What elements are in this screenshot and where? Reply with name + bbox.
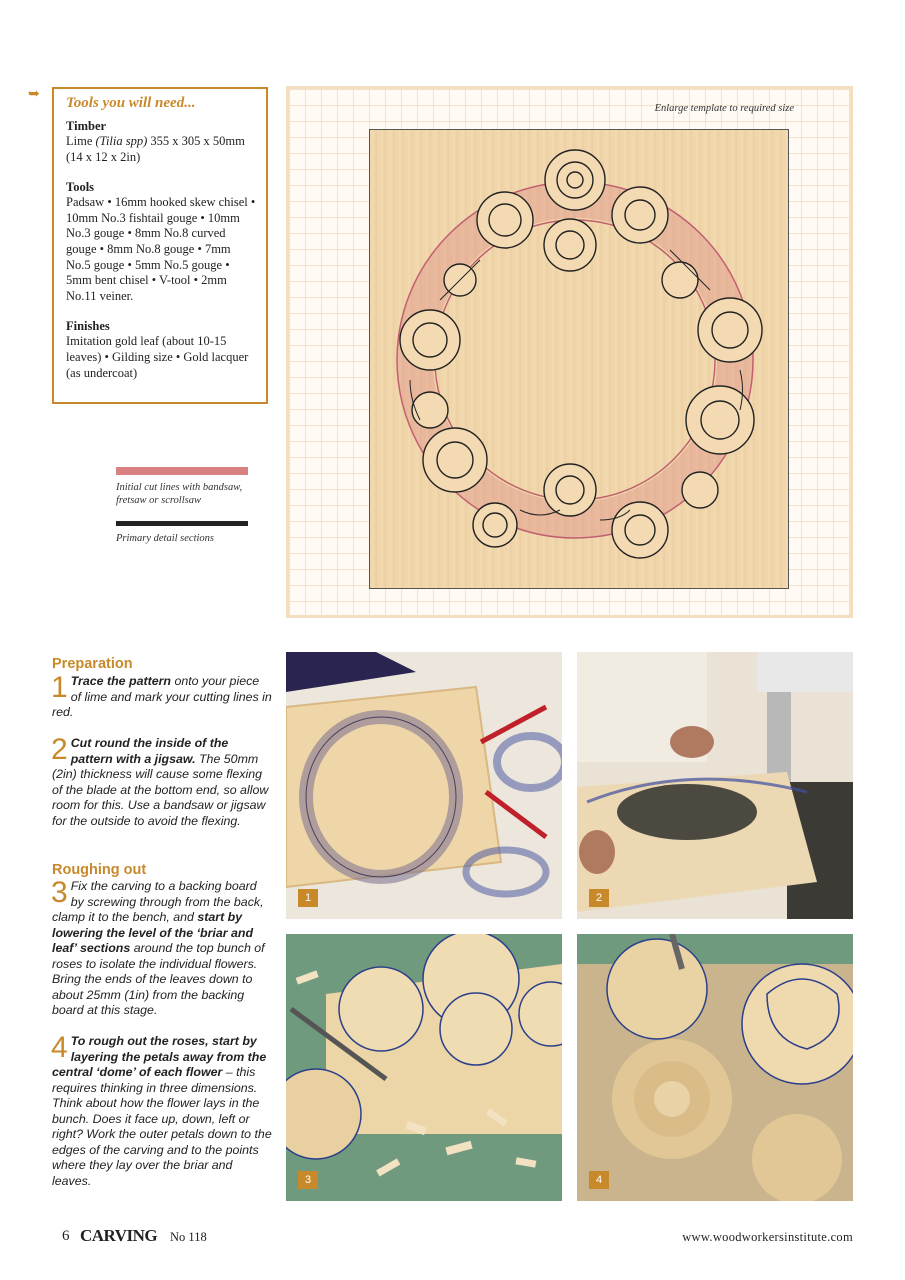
finishes-heading: Finishes [66,319,110,334]
legend-detail [116,521,248,545]
template-frame [286,86,853,618]
tools-heading: Tools [66,180,95,195]
legend-detail-caption: Primary detail sections [116,533,214,544]
step-4: 4 To rough out the roses, start by layering the petals away from the central ‘dome’ of each flower – this requires thinking in three dimensions. Think about how the flower lays in the bunch. Does it face up, down, left or right? Work the outer petals down to the edges of the carving and to the points where they lay over the briar and leaves. [51,1031,272,1188]
timber-heading: Timber [66,119,107,133]
photo-2-label: 2 [589,889,609,907]
section-roughing-out: Roughing out [52,862,147,878]
photo-2-bandsaw-cutting [577,652,853,919]
photo-1-traced-pattern [286,652,562,919]
timber-text: Lime (Tilia spp) 355 x 305 x 50mm (14 x 12 x 2in) [66,134,245,164]
finishes-text: Imitation gold leaf (about 10-15 leaves) • Gilding size • Gold lacquer (as undercoat) [66,334,249,380]
step-1: 1 Trace the pattern onto your piece of lime and mark your cutting lines in red. [51,671,272,719]
magazine-brand: CARVING [80,1226,158,1245]
issue-number: No 118 [170,1230,207,1244]
wreath-template-board [369,129,789,589]
legend-cut-lines [116,467,248,507]
step-3: 3 Fix the carving to a backing board by screwing through from the back, clamp it to the bench, and start by lowering the level of the ‘briar and leaf’ sections around the top bunch of roses to isolate the individual flowers. Bring the ends of the leaves down to about 25mm (1in) from the backing board at this stage. [51,876,265,1017]
tools-title: Tools you will need... [66,95,196,111]
step-2: 2 Cut round the inside of the pattern with a jigsaw. The 50mm (2in) thickness will cause some flexing of the blade at the bottom end, so allow room for this. Use a bandsaw or jigsaw for the outside to avoid the flexing. [51,733,269,828]
tools-text: Padsaw • 16mm hooked skew chisel • 10mm No.3 fishtail gouge • 10mm No.3 gouge • 8mm No.8 curved gouge • 8mm No.8 gouge • 7mm No.5 gouge • 5mm No.5 gouge • 5mm bent chisel • V-tool • 2mm No.11 veiner. [66,195,256,303]
website-url: www.woodworkersinstitute.com [682,1230,853,1244]
legend-cut-swatch [116,467,248,475]
photo-4-roughing-roses [577,934,853,1201]
page-number: 6 [62,1228,70,1244]
tools-box [52,87,268,404]
photo-4-label: 4 [589,1171,609,1189]
template-note: Enlarge template to required size [654,103,794,114]
wreath-drawing [370,130,790,590]
section-preparation: Preparation [52,656,133,672]
legend-cut-caption: Initial cut lines with bandsaw, fretsaw or scrollsaw [116,482,243,506]
legend-detail-swatch [116,521,248,526]
photo-1-label: 1 [298,889,318,907]
photo-3-lowering-briar [286,934,562,1201]
arrow-marker-icon: ➥ [28,86,40,102]
photo-3-label: 3 [298,1171,318,1189]
